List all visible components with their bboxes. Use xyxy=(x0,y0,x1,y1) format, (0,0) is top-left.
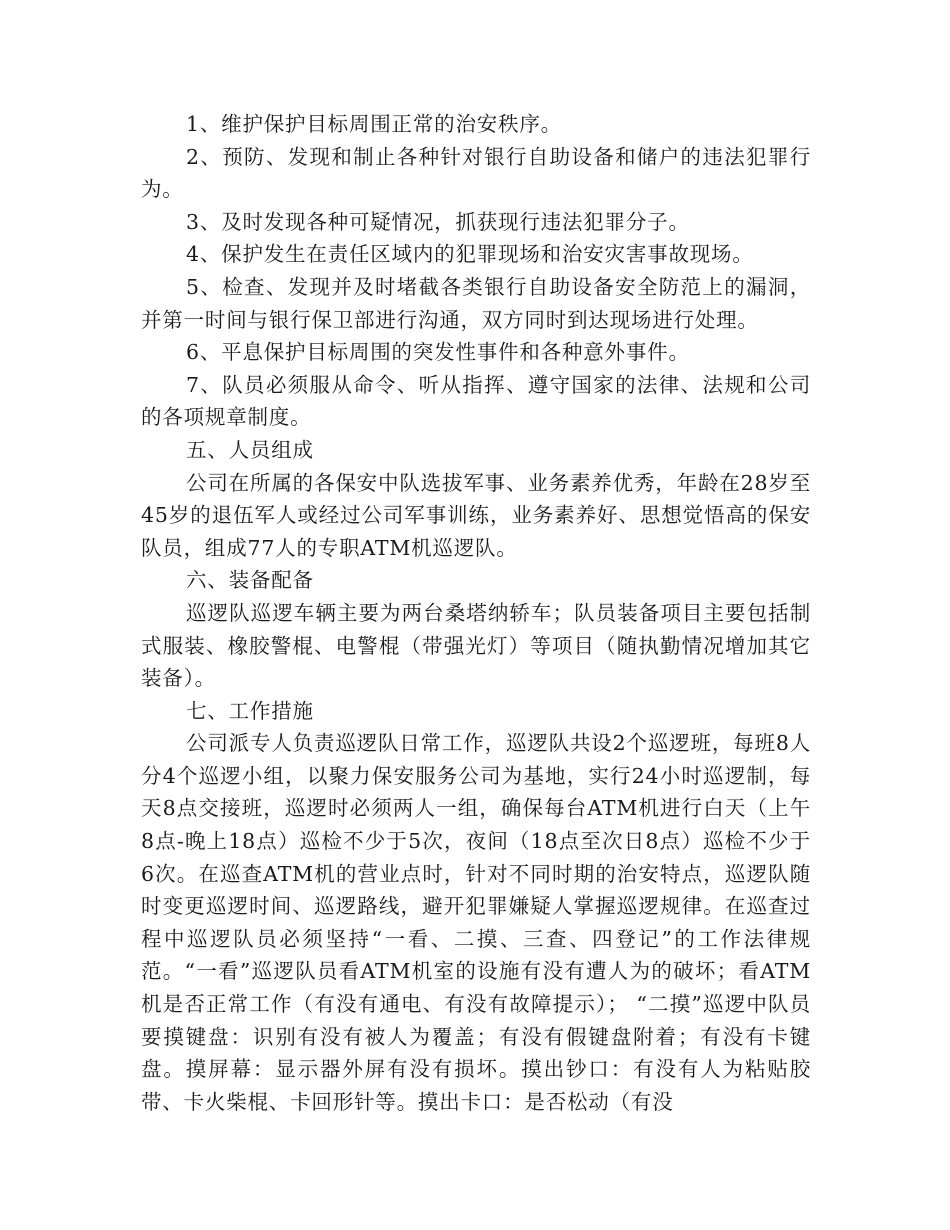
duty-item-7: 7、队员必须服从命令、听从指挥、遵守国家的法律、法规和公司的各项规章制度。 xyxy=(141,372,811,430)
equipment-paragraph: 巡逻队巡逻车辆主要为两台桑塔纳轿车；队员装备项目主要包括制式服装、橡胶警棍、电警棍（带强光灯）等项目（随执勤情况增加其它装备）。 xyxy=(141,600,811,691)
duty-item-6: 6、平息保护目标周围的突发性事件和各种意外事件。 xyxy=(186,340,690,365)
section-heading-personnel: 五、人员组成 xyxy=(186,437,314,462)
section-heading-measures: 七、工作措施 xyxy=(186,698,314,723)
duty-item-1: 1、维护保护目标周围正常的治安秩序。 xyxy=(186,112,562,136)
duty-item-2: 2、预防、发现和制止各种针对银行自助设备和储户的违法犯罪行为。 xyxy=(141,144,811,202)
section-heading-equipment: 六、装备配备 xyxy=(186,568,314,593)
duty-item-4: 4、保护发生在责任区域内的犯罪现场和治安灾害事故现场。 xyxy=(186,242,754,267)
personnel-paragraph: 公司在所属的各保安中队选拔军事、业务素养优秀，年龄在28岁至45岁的退伍军人或经过公司军事训练，业务素养好、思想觉悟高的保安队员，组成77人的专职ATM机巡逻队。 xyxy=(141,470,811,560)
measures-paragraph: 公司派专人负责巡逻队日常工作，巡逻队共设2个巡逻班，每班8人分4个巡逻小组，以聚力保安服务公司为基地，实行24小时巡逻制，每天8点交接班，巡逻时必须两人一组，确保每台ATM机进行白天（上午8点-晚上18点）巡检不少于5次，夜间（18点至次日8点）巡检不少于6次。在巡查ATM机的营业点时，针对不同时期的治安特点，巡逻队随时变更巡逻时间、巡逻路线，避开犯罪嫌疑人掌握巡逻规律。在巡查过程中巡逻队员必须坚持“一看、二摸、三查、四登记”的工作法律规范。“一看”巡逻队员看ATM机室的设施有没有遭人为的破坏；看ATM机是否正常工作（有没有通电、有没有故障提示）； “二摸”巡逻中队员要摸键盘：识别有没有被人为覆盖；有没有假键盘附着；有没有卡键盘。摸屏幕：显示器外屏有没有损坏。摸出钞口：有没有人为粘贴胶带、卡火柴棍、卡回形针等。摸出卡口：是否松动（有没 xyxy=(141,731,811,1114)
document-body xyxy=(141,108,811,1118)
duty-item-5: 5、检查、发现并及时堵截各类银行自助设备安全防范上的漏洞，并第一时间与银行保卫部进行沟通，双方同时到达现场进行处理。 xyxy=(141,274,811,332)
duty-item-3: 3、及时发现各种可疑情况，抓获现行违法犯罪分子。 xyxy=(186,209,690,234)
